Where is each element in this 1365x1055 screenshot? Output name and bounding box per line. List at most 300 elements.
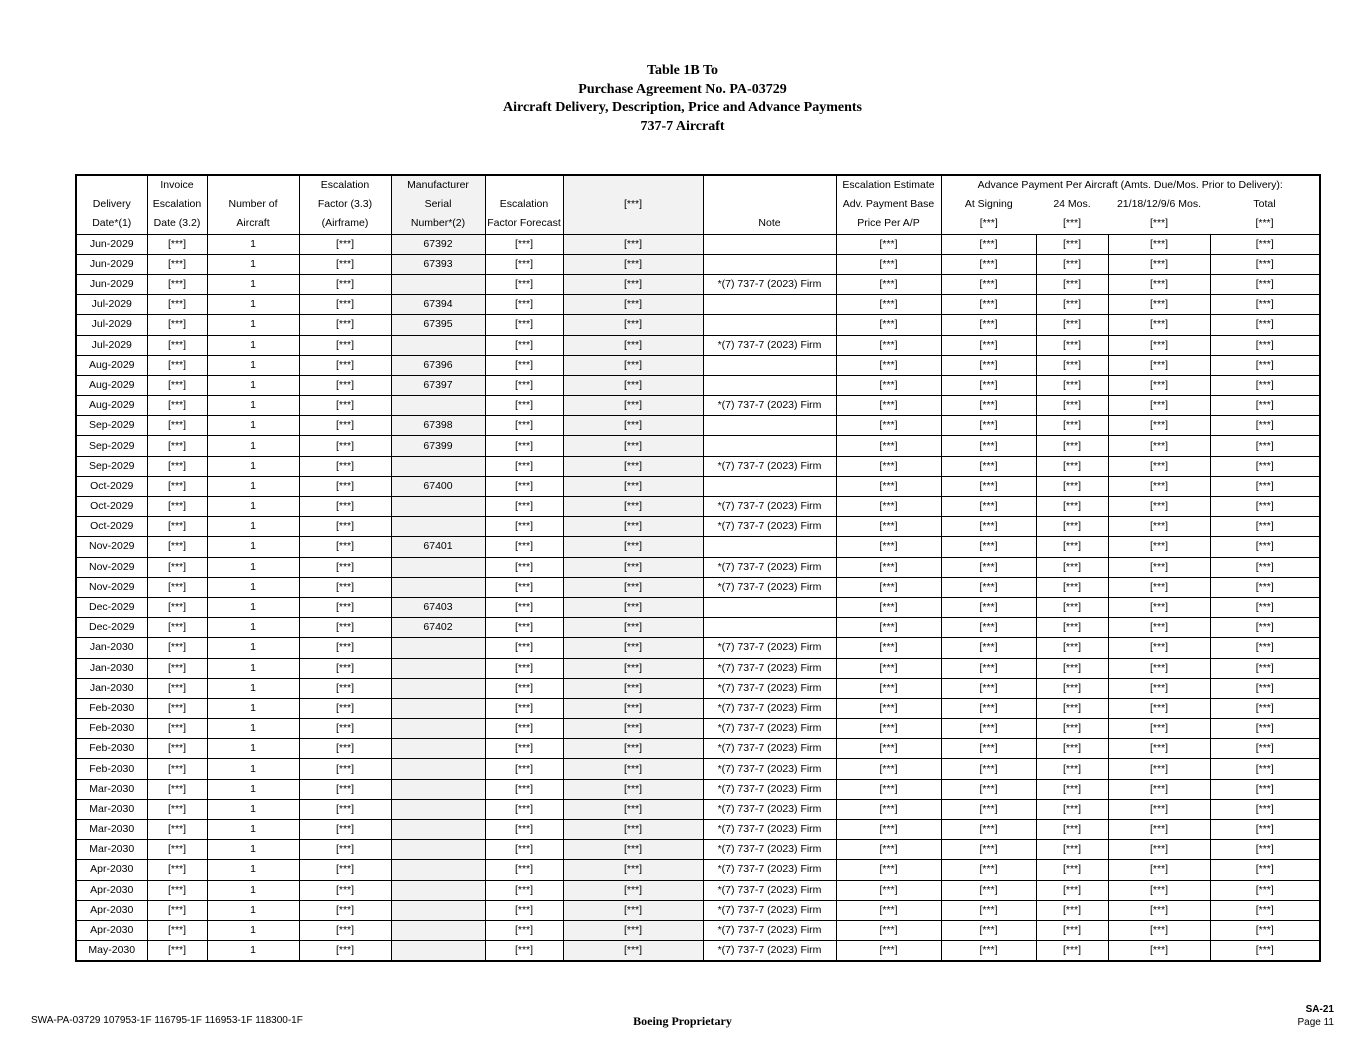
cell-escalation-forecast: [***] <box>485 759 563 779</box>
cell-note: *(7) 737-7 (2023) Firm <box>703 799 836 819</box>
cell-invoice-date: [***] <box>147 618 207 638</box>
header-24-mos: 24 Mos. <box>1053 198 1091 211</box>
cell-redacted: [***] <box>563 335 703 355</box>
cell-note <box>703 618 836 638</box>
table-row <box>76 315 1320 335</box>
cell-note <box>703 295 836 315</box>
header-delivery-1 <box>76 175 147 195</box>
cell-escalation-factor: [***] <box>299 698 391 718</box>
cell-escalation-factor: [***] <box>299 900 391 920</box>
cell-total: [***] <box>1210 416 1320 436</box>
cell-multi-mos: [***] <box>1108 396 1210 416</box>
cell-serial-number <box>391 759 485 779</box>
cell-delivery-date: Jun-2029 <box>76 274 147 294</box>
cell-base-price: [***] <box>836 476 941 496</box>
cell-base-price: [***] <box>836 577 941 597</box>
cell-number-of-aircraft: 1 <box>207 880 299 900</box>
cell-invoice-date: [***] <box>147 436 207 456</box>
cell-number-of-aircraft: 1 <box>207 254 299 274</box>
cell-invoice-date: [***] <box>147 375 207 395</box>
table-row <box>76 577 1320 597</box>
cell-total: [***] <box>1210 557 1320 577</box>
cell-number-of-aircraft: 1 <box>207 920 299 940</box>
cell-invoice-date: [***] <box>147 900 207 920</box>
header-serial-2: Serial <box>391 195 485 214</box>
header-number-2: Number of <box>207 195 299 214</box>
cell-escalation-factor: [***] <box>299 880 391 900</box>
cell-serial-number <box>391 274 485 294</box>
cell-serial-number <box>391 799 485 819</box>
cell-redacted: [***] <box>563 820 703 840</box>
cell-multi-mos: [***] <box>1108 860 1210 880</box>
cell-number-of-aircraft: 1 <box>207 315 299 335</box>
cell-escalation-forecast: [***] <box>485 739 563 759</box>
cell-total: [***] <box>1210 678 1320 698</box>
header-escalation-factor-2: Factor (3.3) <box>299 195 391 214</box>
cell-redacted: [***] <box>563 880 703 900</box>
header-serial-3: Number*(2) <box>391 214 485 234</box>
cell-escalation-factor: [***] <box>299 658 391 678</box>
cell-number-of-aircraft: 1 <box>207 739 299 759</box>
cell-serial-number <box>391 456 485 476</box>
cell-invoice-date: [***] <box>147 577 207 597</box>
cell-at-signing: [***] <box>941 254 1036 274</box>
cell-escalation-factor: [***] <box>299 759 391 779</box>
cell-escalation-factor: [***] <box>299 436 391 456</box>
footer-page-info <box>1297 1003 1334 1029</box>
footer-page-number: Page 11 <box>1297 1017 1334 1028</box>
cell-delivery-date: Aug-2029 <box>76 375 147 395</box>
cell-total: [***] <box>1210 577 1320 597</box>
cell-serial-number <box>391 820 485 840</box>
cell-24-mos: [***] <box>1036 759 1108 779</box>
cell-note: *(7) 737-7 (2023) Firm <box>703 678 836 698</box>
cell-escalation-forecast: [***] <box>485 375 563 395</box>
cell-serial-number: 67403 <box>391 597 485 617</box>
cell-24-mos: [***] <box>1036 355 1108 375</box>
cell-base-price: [***] <box>836 375 941 395</box>
cell-invoice-date: [***] <box>147 416 207 436</box>
cell-redacted: [***] <box>563 860 703 880</box>
cell-base-price: [***] <box>836 820 941 840</box>
cell-base-price: [***] <box>836 254 941 274</box>
header-at-signing: At Signing <box>941 195 1036 214</box>
cell-24-mos: [***] <box>1036 315 1108 335</box>
cell-total: [***] <box>1210 759 1320 779</box>
cell-escalation-forecast: [***] <box>485 517 563 537</box>
cell-escalation-factor: [***] <box>299 597 391 617</box>
table-row <box>76 476 1320 496</box>
cell-base-price: [***] <box>836 416 941 436</box>
cell-multi-mos: [***] <box>1108 719 1210 739</box>
cell-serial-number <box>391 638 485 658</box>
cell-escalation-factor: [***] <box>299 355 391 375</box>
cell-24-mos: [***] <box>1036 456 1108 476</box>
document-title <box>0 62 1365 136</box>
cell-serial-number: 67398 <box>391 416 485 436</box>
cell-delivery-date: Nov-2029 <box>76 557 147 577</box>
cell-note <box>703 375 836 395</box>
cell-multi-mos: [***] <box>1108 880 1210 900</box>
cell-delivery-date: Feb-2030 <box>76 698 147 718</box>
cell-number-of-aircraft: 1 <box>207 658 299 678</box>
table-row <box>76 678 1320 698</box>
cell-base-price: [***] <box>836 880 941 900</box>
cell-escalation-forecast: [***] <box>485 638 563 658</box>
cell-serial-number: 67395 <box>391 315 485 335</box>
cell-total: [***] <box>1210 295 1320 315</box>
cell-base-price: [***] <box>836 759 941 779</box>
cell-escalation-factor: [***] <box>299 840 391 860</box>
cell-note: *(7) 737-7 (2023) Firm <box>703 274 836 294</box>
cell-escalation-factor: [***] <box>299 537 391 557</box>
cell-escalation-forecast: [***] <box>485 497 563 517</box>
cell-escalation-forecast: [***] <box>485 274 563 294</box>
cell-invoice-date: [***] <box>147 880 207 900</box>
table-row <box>76 295 1320 315</box>
cell-multi-mos: [***] <box>1108 234 1210 254</box>
table-row <box>76 719 1320 739</box>
cell-at-signing: [***] <box>941 678 1036 698</box>
cell-escalation-factor: [***] <box>299 779 391 799</box>
cell-base-price: [***] <box>836 537 941 557</box>
cell-base-price: [***] <box>836 315 941 335</box>
cell-invoice-date: [***] <box>147 759 207 779</box>
cell-serial-number <box>391 517 485 537</box>
header-note-3: Note <box>703 214 836 234</box>
cell-escalation-forecast: [***] <box>485 779 563 799</box>
cell-serial-number <box>391 860 485 880</box>
cell-delivery-date: Nov-2029 <box>76 577 147 597</box>
cell-invoice-date: [***] <box>147 517 207 537</box>
cell-invoice-date: [***] <box>147 941 207 962</box>
table-row <box>76 739 1320 759</box>
cell-delivery-date: Oct-2029 <box>76 476 147 496</box>
cell-at-signing: [***] <box>941 315 1036 335</box>
cell-invoice-date: [***] <box>147 456 207 476</box>
table-row <box>76 497 1320 517</box>
cell-24-mos: [***] <box>1036 335 1108 355</box>
cell-escalation-forecast: [***] <box>485 658 563 678</box>
cell-redacted: [***] <box>563 920 703 940</box>
cell-delivery-date: Sep-2029 <box>76 416 147 436</box>
cell-24-mos: [***] <box>1036 234 1108 254</box>
cell-multi-mos: [***] <box>1108 315 1210 335</box>
cell-at-signing: [***] <box>941 638 1036 658</box>
cell-escalation-factor: [***] <box>299 719 391 739</box>
cell-escalation-forecast: [***] <box>485 820 563 840</box>
header-serial-1: Manufacturer <box>391 175 485 195</box>
cell-24-mos: [***] <box>1036 920 1108 940</box>
cell-invoice-date: [***] <box>147 698 207 718</box>
cell-redacted: [***] <box>563 698 703 718</box>
cell-serial-number <box>391 719 485 739</box>
cell-base-price: [***] <box>836 355 941 375</box>
cell-note: *(7) 737-7 (2023) Firm <box>703 840 836 860</box>
cell-number-of-aircraft: 1 <box>207 759 299 779</box>
cell-total: [***] <box>1210 698 1320 718</box>
cell-multi-mos: [***] <box>1108 759 1210 779</box>
cell-multi-mos: [***] <box>1108 739 1210 759</box>
cell-serial-number <box>391 497 485 517</box>
cell-invoice-date: [***] <box>147 860 207 880</box>
header-forecast-3: Factor Forecast <box>485 214 563 234</box>
cell-serial-number: 67397 <box>391 375 485 395</box>
cell-total: [***] <box>1210 355 1320 375</box>
cell-note: *(7) 737-7 (2023) Firm <box>703 779 836 799</box>
cell-at-signing: [***] <box>941 941 1036 962</box>
table-row <box>76 396 1320 416</box>
cell-number-of-aircraft: 1 <box>207 517 299 537</box>
title-line-2: Purchase Agreement No. PA-03729 <box>578 81 787 97</box>
header-escalation-factor-1: Escalation <box>299 175 391 195</box>
cell-at-signing: [***] <box>941 840 1036 860</box>
title-line-4: 737-7 Aircraft <box>640 118 725 134</box>
cell-escalation-forecast: [***] <box>485 355 563 375</box>
cell-escalation-factor: [***] <box>299 820 391 840</box>
cell-24-mos: [***] <box>1036 497 1108 517</box>
cell-escalation-factor: [***] <box>299 799 391 819</box>
header-delivery-2: Delivery <box>92 198 131 211</box>
cell-24-mos: [***] <box>1036 517 1108 537</box>
cell-at-signing: [***] <box>941 860 1036 880</box>
cell-escalation-factor: [***] <box>299 416 391 436</box>
cell-base-price: [***] <box>836 557 941 577</box>
cell-total: [***] <box>1210 335 1320 355</box>
cell-base-price: [***] <box>836 941 941 962</box>
cell-total: [***] <box>1210 456 1320 476</box>
header-invoice-2: Escalation <box>147 195 207 214</box>
header-redacted-2: [***] <box>563 195 703 214</box>
cell-number-of-aircraft: 1 <box>207 577 299 597</box>
cell-total: [***] <box>1210 517 1320 537</box>
table-row <box>76 698 1320 718</box>
cell-at-signing: [***] <box>941 618 1036 638</box>
cell-multi-mos: [***] <box>1108 799 1210 819</box>
table-row <box>76 416 1320 436</box>
cell-serial-number: 67392 <box>391 234 485 254</box>
header-note-2 <box>703 195 836 214</box>
cell-at-signing: [***] <box>941 759 1036 779</box>
cell-multi-mos: [***] <box>1108 274 1210 294</box>
cell-at-signing: [***] <box>941 335 1036 355</box>
cell-number-of-aircraft: 1 <box>207 396 299 416</box>
cell-delivery-date: Apr-2030 <box>76 900 147 920</box>
cell-note <box>703 476 836 496</box>
cell-redacted: [***] <box>563 295 703 315</box>
cell-multi-mos: [***] <box>1108 779 1210 799</box>
cell-24-mos: [***] <box>1036 941 1108 962</box>
cell-serial-number <box>391 557 485 577</box>
cell-at-signing: [***] <box>941 456 1036 476</box>
cell-serial-number: 67402 <box>391 618 485 638</box>
cell-note <box>703 234 836 254</box>
cell-number-of-aircraft: 1 <box>207 436 299 456</box>
cell-at-signing: [***] <box>941 234 1036 254</box>
cell-invoice-date: [***] <box>147 920 207 940</box>
cell-invoice-date: [***] <box>147 497 207 517</box>
cell-invoice-date: [***] <box>147 779 207 799</box>
cell-multi-mos: [***] <box>1108 517 1210 537</box>
cell-at-signing: [***] <box>941 739 1036 759</box>
cell-base-price: [***] <box>836 719 941 739</box>
cell-at-signing: [***] <box>941 900 1036 920</box>
cell-delivery-date: Oct-2029 <box>76 497 147 517</box>
cell-invoice-date: [***] <box>147 234 207 254</box>
cell-escalation-forecast: [***] <box>485 941 563 962</box>
table-row <box>76 254 1320 274</box>
cell-total: [***] <box>1210 254 1320 274</box>
cell-escalation-factor: [***] <box>299 456 391 476</box>
cell-delivery-date: Aug-2029 <box>76 396 147 416</box>
cell-invoice-date: [***] <box>147 476 207 496</box>
cell-total: [***] <box>1210 860 1320 880</box>
cell-total: [***] <box>1210 436 1320 456</box>
cell-serial-number <box>391 335 485 355</box>
cell-number-of-aircraft: 1 <box>207 678 299 698</box>
cell-serial-number <box>391 739 485 759</box>
cell-24-mos: [***] <box>1036 799 1108 819</box>
cell-24-mos: [***] <box>1036 577 1108 597</box>
cell-base-price: [***] <box>836 497 941 517</box>
cell-at-signing: [***] <box>941 497 1036 517</box>
cell-total: [***] <box>1210 234 1320 254</box>
cell-24-mos: [***] <box>1036 295 1108 315</box>
cell-multi-mos: [***] <box>1108 335 1210 355</box>
cell-delivery-date: Jul-2029 <box>76 295 147 315</box>
cell-number-of-aircraft: 1 <box>207 335 299 355</box>
cell-serial-number <box>391 941 485 962</box>
cell-24-mos: [***] <box>1036 436 1108 456</box>
cell-total: [***] <box>1210 920 1320 940</box>
cell-number-of-aircraft: 1 <box>207 719 299 739</box>
table-row <box>76 335 1320 355</box>
header-number-1 <box>207 175 299 195</box>
cell-multi-mos: [***] <box>1108 820 1210 840</box>
cell-escalation-forecast: [***] <box>485 557 563 577</box>
table-row <box>76 880 1320 900</box>
cell-escalation-forecast: [***] <box>485 234 563 254</box>
cell-escalation-forecast: [***] <box>485 799 563 819</box>
table-row <box>76 860 1320 880</box>
cell-delivery-date: Feb-2030 <box>76 719 147 739</box>
cell-delivery-date: Mar-2030 <box>76 820 147 840</box>
cell-base-price: [***] <box>836 274 941 294</box>
header-note-1 <box>703 175 836 195</box>
cell-note: *(7) 737-7 (2023) Firm <box>703 396 836 416</box>
header-invoice-3: Date (3.2) <box>147 214 207 234</box>
cell-serial-number <box>391 678 485 698</box>
cell-at-signing: [***] <box>941 295 1036 315</box>
cell-multi-mos: [***] <box>1108 698 1210 718</box>
cell-redacted: [***] <box>563 678 703 698</box>
cell-24-mos: [***] <box>1036 779 1108 799</box>
cell-24-mos: [***] <box>1036 557 1108 577</box>
cell-multi-mos: [***] <box>1108 254 1210 274</box>
cell-invoice-date: [***] <box>147 597 207 617</box>
cell-base-price: [***] <box>836 234 941 254</box>
header-number-3: Aircraft <box>207 214 299 234</box>
cell-redacted: [***] <box>563 497 703 517</box>
cell-invoice-date: [***] <box>147 658 207 678</box>
cell-redacted: [***] <box>563 315 703 335</box>
cell-invoice-date: [***] <box>147 638 207 658</box>
cell-serial-number <box>391 900 485 920</box>
cell-total: [***] <box>1210 396 1320 416</box>
cell-invoice-date: [***] <box>147 274 207 294</box>
cell-24-mos: [***] <box>1036 537 1108 557</box>
cell-note: *(7) 737-7 (2023) Firm <box>703 900 836 920</box>
header-at-signing-sub: [***] <box>941 214 1036 234</box>
cell-base-price: [***] <box>836 436 941 456</box>
cell-escalation-forecast: [***] <box>485 577 563 597</box>
cell-escalation-factor: [***] <box>299 335 391 355</box>
cell-total: [***] <box>1210 597 1320 617</box>
cell-multi-mos: [***] <box>1108 840 1210 860</box>
cell-multi-mos: [***] <box>1108 416 1210 436</box>
cell-number-of-aircraft: 1 <box>207 456 299 476</box>
cell-24-mos: [***] <box>1036 416 1108 436</box>
cell-note <box>703 416 836 436</box>
cell-delivery-date: Jun-2029 <box>76 254 147 274</box>
cell-serial-number: 67396 <box>391 355 485 375</box>
cell-serial-number: 67399 <box>391 436 485 456</box>
cell-invoice-date: [***] <box>147 840 207 860</box>
cell-delivery-date: Nov-2029 <box>76 537 147 557</box>
cell-base-price: [***] <box>836 658 941 678</box>
cell-at-signing: [***] <box>941 779 1036 799</box>
cell-invoice-date: [***] <box>147 355 207 375</box>
cell-multi-mos: [***] <box>1108 497 1210 517</box>
cell-escalation-forecast: [***] <box>485 476 563 496</box>
cell-note <box>703 355 836 375</box>
cell-24-mos: [***] <box>1036 638 1108 658</box>
header-base-1: Escalation Estimate <box>836 175 941 195</box>
cell-escalation-factor: [***] <box>299 295 391 315</box>
table-body <box>76 234 1320 961</box>
cell-redacted: [***] <box>563 779 703 799</box>
cell-base-price: [***] <box>836 698 941 718</box>
cell-invoice-date: [***] <box>147 799 207 819</box>
cell-delivery-date: Sep-2029 <box>76 456 147 476</box>
cell-base-price: [***] <box>836 456 941 476</box>
cell-delivery-date: Sep-2029 <box>76 436 147 456</box>
cell-delivery-date: Jan-2030 <box>76 658 147 678</box>
table-row <box>76 900 1320 920</box>
cell-redacted: [***] <box>563 476 703 496</box>
cell-invoice-date: [***] <box>147 315 207 335</box>
cell-delivery-date: Apr-2030 <box>76 920 147 940</box>
cell-redacted: [***] <box>563 537 703 557</box>
cell-escalation-forecast: [***] <box>485 920 563 940</box>
cell-escalation-forecast: [***] <box>485 900 563 920</box>
cell-escalation-forecast: [***] <box>485 335 563 355</box>
cell-redacted: [***] <box>563 254 703 274</box>
cell-at-signing: [***] <box>941 274 1036 294</box>
cell-total: [***] <box>1210 900 1320 920</box>
header-advance-title: Advance Payment Per Aircraft (Amts. Due/Mos. Prior to Delivery): <box>941 175 1320 195</box>
cell-escalation-factor: [***] <box>299 739 391 759</box>
cell-escalation-forecast: [***] <box>485 315 563 335</box>
cell-multi-mos: [***] <box>1108 375 1210 395</box>
cell-redacted: [***] <box>563 436 703 456</box>
delivery-table <box>75 174 1321 962</box>
cell-total: [***] <box>1210 880 1320 900</box>
cell-multi-mos: [***] <box>1108 557 1210 577</box>
table-row <box>76 537 1320 557</box>
cell-invoice-date: [***] <box>147 739 207 759</box>
cell-note: *(7) 737-7 (2023) Firm <box>703 759 836 779</box>
